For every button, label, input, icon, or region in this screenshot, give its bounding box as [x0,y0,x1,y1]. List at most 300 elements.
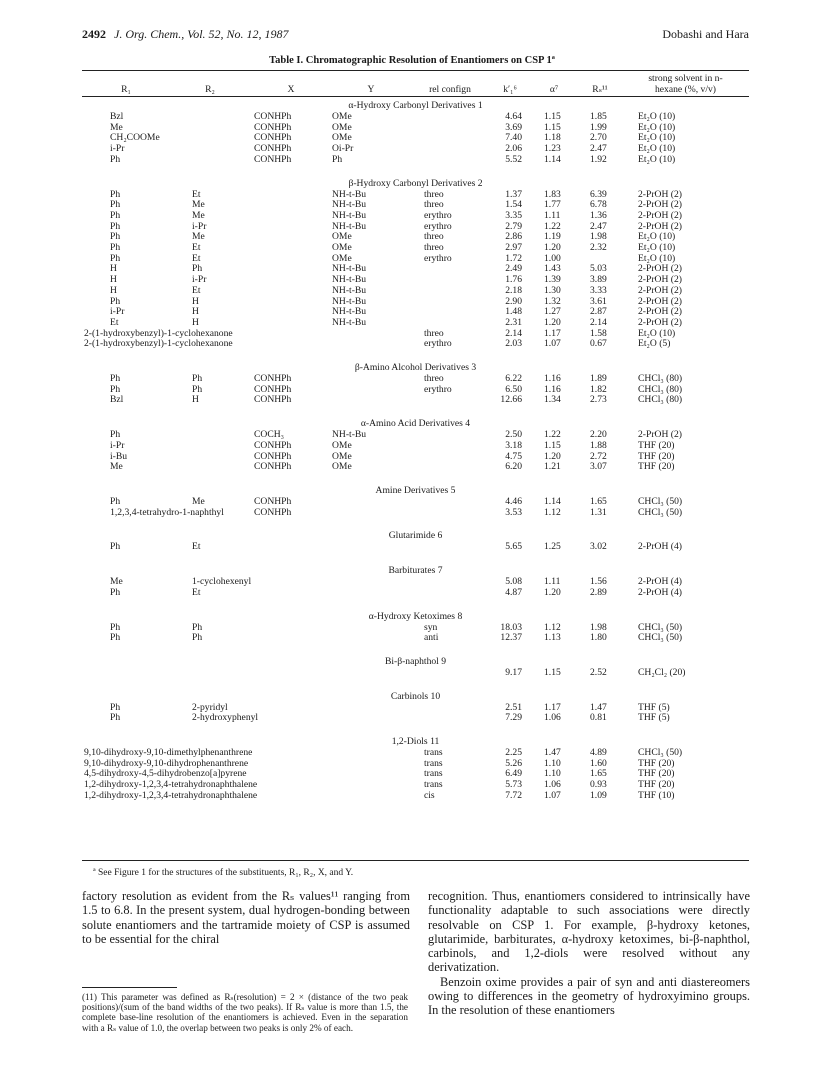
cell-k: 3.53 [505,506,522,518]
footnote-11: (11) This parameter was defined as Rₛ(resolution) = 2 × (distance of the two peak positions)/(sum of the band widths of the two peaks). If Rₛ value is more than 1.5, the complete base-line resolution of the enantiomers is achieved. Even in the separation with a Rₛ value of 1.0, the overlap between two peaks is only 2% of each. [82,992,408,1033]
cell-x: CONHPh [254,439,292,451]
section-spacer [82,724,749,733]
section-title-row [82,482,749,497]
table-header-row [82,74,749,97]
cell-rs: 1.09 [590,789,607,801]
table-footnote: ª See Figure 1 for the structures of the substituents, R₁, R₂, X, and Y. [93,868,354,878]
cell-y [332,633,410,644]
cell-rel-confign: trans [424,768,443,780]
cell-solvent: CHCl₃ (50) [638,495,683,507]
cell-r2 [170,112,250,123]
cell-rs: 1.98 [590,231,607,243]
cell-k: 2.51 [505,701,522,713]
cell-y [332,374,410,385]
cell-rel-confign [410,452,490,463]
cell-rs: 2.20 [590,429,607,441]
cell-y: NH-t-Bu [332,220,367,232]
cell-alpha: 1.30 [544,284,561,296]
cell-r2: i-Pr [192,220,207,232]
cell-x: CONHPh [254,495,292,507]
cell-k: 2.31 [505,316,522,328]
cell-r1: Ph [110,231,121,243]
cell-y [332,703,410,714]
cell-r2 [170,441,250,452]
cell-rel-confign [410,588,490,599]
cell-rs: 1.31 [590,506,607,518]
cell-x [250,275,332,286]
section-spacer [82,166,749,175]
cell-r1: Et [110,316,119,328]
cell-y: OMe [332,132,352,144]
cell-x [250,222,332,233]
cell-rs: 3.89 [590,274,607,286]
cell-x [250,703,332,714]
section-title-row [82,415,749,430]
cell-rel-confign: erythro [424,220,452,232]
cell-r2: Et [192,541,201,553]
cell-k: 2.14 [505,327,522,339]
cell-k: 6.50 [505,383,522,395]
cell-solvent: THF (20) [638,768,675,780]
cell-rel-confign: trans [424,757,443,769]
cell-rel-confign [410,112,490,123]
cell-solvent: 2-PrOH (4) [638,586,682,598]
cell-y [332,713,410,724]
cell-rs: 1.58 [590,327,607,339]
cell-k: 2.06 [505,143,522,155]
cell-r1: Ph [110,209,121,221]
cell-rel-confign: erythro [424,252,452,264]
section-title-row [82,175,749,190]
cell-k: 2.03 [505,338,522,350]
cell-x [250,668,332,679]
cell-y: NH-t-Bu [332,274,367,286]
cell-alpha: 1.18 [544,132,561,144]
table-row [82,508,749,519]
cell-rel-confign [410,542,490,553]
cell-y: OMe [332,231,352,243]
footnote-rule [82,987,177,988]
cell-rel-confign [410,703,490,714]
cell-k: 2.90 [505,295,522,307]
cell-solvent: Et₂O (10) [638,153,676,165]
cell-x: CONHPh [254,506,292,518]
cell-rel-confign: anti [424,632,439,644]
cell-rel-confign [410,297,490,308]
cell-rs: 1.56 [590,576,607,588]
table-row [82,395,749,406]
cell-solvent: Et₂O (10) [638,121,676,133]
cell-r2 [170,462,250,473]
cell-alpha: 1.22 [544,429,561,441]
section-title-row [82,97,749,113]
cell-rs: 2.70 [590,132,607,144]
cell-solvent: 2-PrOH (4) [638,541,682,553]
cell-y: NH-t-Bu [332,263,367,275]
cell-r1: Ph [110,295,121,307]
cell-k: 12.37 [500,632,522,644]
cell-k: 6.49 [505,768,522,780]
cell-r1: Ph [110,373,121,385]
table-row [82,791,749,802]
cell-k: 3.18 [505,439,522,451]
cell-rs: 2.47 [590,143,607,155]
cell-solvent: THF (20) [638,450,675,462]
cell-k: 2.79 [505,220,522,232]
cell-solvent: Et₂O (10) [638,132,676,144]
cell-solvent: Et₂O (5) [638,338,671,350]
cell-solvent: 2-PrOH (2) [638,274,682,286]
cell-r1: Ph [110,495,121,507]
cell-x [250,211,332,222]
cell-alpha: 1.15 [544,439,561,451]
cell-rel-confign: threo [424,327,444,339]
cell-y: NH-t-Bu [332,295,367,307]
cell-y: Oi-Pr [332,143,354,155]
cell-r2 [170,452,250,463]
section-title-row [82,688,749,703]
cell-solvent: Et₂O (10) [638,231,676,243]
cell-r1: Ph [110,242,121,254]
cell-k: 1.76 [505,274,522,286]
cell-solvent: THF (5) [638,701,670,713]
cell-y [332,668,410,679]
cell-alpha: 1.25 [544,541,561,553]
cell-solvent: 2-PrOH (2) [638,263,682,275]
cell-rs: 2.47 [590,220,607,232]
cell-rel-confign [410,508,490,519]
cell-alpha: 1.14 [544,495,561,507]
cell-alpha: 1.20 [544,586,561,598]
body-column-right [428,889,750,1018]
cell-rel-confign [410,133,490,144]
cell-r1: i-Bu [110,450,128,462]
cell-k: 3.69 [505,121,522,133]
table-row [82,339,749,350]
cell-alpha: 1.14 [544,153,561,165]
cell-rel-confign [410,395,490,406]
cell-x [250,588,332,599]
section-title: Amine Derivatives 5 [375,484,456,496]
cell-y [332,508,410,519]
cell-r2 [170,155,250,166]
table-row [82,462,749,473]
table-body [82,97,749,802]
section-spacer [82,553,749,562]
body-paragraph: factory resolution as evident from the Rₛ values¹¹ ranging from 1.5 to 6.8. In the present system, dual hydrogen-bonding between solute enantiomers and the tartramide moiety of CSP is assumed to be essential for the chiral [82,889,410,946]
cell-y [332,385,410,396]
cell-x [250,232,332,243]
cell-y: Ph [332,153,343,165]
cell-k: 2.25 [505,747,522,759]
cell-r2: Et [192,284,201,296]
cell-y [332,497,410,508]
cell-r2: 2-hydroxyphenyl [192,712,259,724]
cell-solvent: 2-PrOH (2) [638,209,682,221]
cell-x [250,633,332,644]
journal-citation: J. Org. Chem., Vol. 52, No. 12, 1987 [114,27,289,41]
cell-alpha: 1.10 [544,757,561,769]
cell-k: 5.26 [505,757,522,769]
cell-solvent: CHCl₃ (50) [638,747,683,759]
cell-x [250,297,332,308]
cell-rel-confign [410,441,490,452]
cell-r1 [82,668,170,679]
cell-rel-confign [410,264,490,275]
cell-r2 [170,133,250,144]
cell-r1: Ph [110,220,121,232]
results-table [82,74,749,802]
cell-y [332,395,410,406]
cell-alpha: 1.32 [544,295,561,307]
cell-rel-confign [410,123,490,134]
cell-r2: 1-cyclohexenyl [192,576,252,588]
cell-rs: 0.67 [590,338,607,350]
table-row [82,633,749,644]
cell-r1: H [110,263,117,275]
cell-alpha: 1.16 [544,383,561,395]
cell-x [250,243,332,254]
cell-solvent: Et₂O (10) [638,252,676,264]
cell-r1: Bzl [110,111,124,122]
cell-alpha: 1.15 [544,121,561,133]
cell-alpha: 1.07 [544,789,561,801]
compound-name: 1,2-dihydroxy-1,2,3,4-tetrahydronaphthalene [84,789,258,801]
cell-k: 5.08 [505,576,522,588]
cell-r2: 2-pyridyl [192,701,228,713]
cell-rs: 6.39 [590,188,607,200]
cell-alpha: 1.83 [544,188,561,200]
cell-y [332,577,410,588]
cell-rs: 3.33 [590,284,607,296]
cell-k: 3.35 [505,209,522,221]
cell-rs: 1.88 [590,439,607,451]
cell-rs: 3.07 [590,461,607,473]
cell-rs: 2.52 [590,666,607,678]
cell-k: 7.40 [505,132,522,144]
cell-alpha: 1.20 [544,242,561,254]
cell-x: CONHPh [254,143,292,155]
cell-rel-confign: threo [424,188,444,200]
cell-solvent: 2-PrOH (2) [638,316,682,328]
cell-rs: 1.89 [590,373,607,385]
cell-k: 7.72 [505,789,522,801]
cell-y: NH-t-Bu [332,284,367,296]
section-spacer [82,518,749,527]
col-header-rs: Rₛ¹¹ [592,84,608,96]
col-header-y: Y [367,84,375,96]
compound-name: 9,10-dihydroxy-9,10-dimethylphenanthrene [84,747,253,759]
cell-r2: Et [192,242,201,254]
cell-k: 5.73 [505,779,522,791]
cell-solvent: THF (5) [638,712,670,724]
cell-alpha: 1.06 [544,712,561,724]
cell-r2: Et [192,188,201,200]
body-paragraph: Benzoin oxime provides a pair of syn and anti diastereomers owing to differences in the geometry of hydroxyimino groups. In the resolution of these enantiomers [428,974,750,1018]
section-title-row [82,608,749,623]
cell-x: CONHPh [254,111,292,122]
cell-alpha: 1.00 [544,252,561,264]
body-paragraph: recognition. Thus, enantiomers considered to intrinsically have functionality adaptable to such associations were directly resolvable on CSP 1. For example, β-hydroxy ketones, glutarimide, barbiturates, α-hydroxy ketoximes, bi-β-naphthol, carbinols, and 1,2-diols were resolved without any derivatization. [428,889,750,975]
section-title: α-Amino Acid Derivatives 4 [360,418,471,430]
cell-rs: 1.65 [590,495,607,507]
cell-rel-confign [410,307,490,318]
cell-rs: 1.99 [590,121,607,133]
cell-alpha: 1.43 [544,263,561,275]
cell-r2: Et [192,252,201,264]
cell-r1: Ph [110,712,121,724]
cell-rs: 6.78 [590,199,607,211]
cell-y: OMe [332,242,352,254]
section-spacer [82,644,749,653]
cell-x: CONHPh [254,121,292,133]
cell-x: CONHPh [254,383,292,395]
table-row [82,713,749,724]
cell-r1: Ph [110,701,121,713]
cell-alpha: 1.19 [544,231,561,243]
cell-rel-confign: threo [424,373,444,385]
table-row [82,286,749,297]
col-header-k: k′₁⁶ [503,84,517,96]
cell-solvent: CHCl₃ (80) [638,383,683,395]
cell-rs: 2.32 [590,242,607,254]
cell-k: 7.29 [505,712,522,724]
cell-k: 2.49 [505,263,522,275]
cell-r1: Ph [110,541,121,553]
table-row [82,668,749,679]
cell-r1: i-Pr [110,439,125,451]
cell-r1: Ph [110,188,121,200]
cell-x: COCH₃ [254,429,284,441]
cell-rel-confign: threo [424,242,444,254]
compound-name: 2-(1-hydroxybenzyl)-1-cyclohexanone [84,327,233,339]
section-title: β-Hydroxy Carbonyl Derivatives 2 [348,177,483,189]
cell-k: 2.50 [505,429,522,441]
section-title-row [82,562,749,577]
cell-solvent: Et₂O (10) [638,111,676,122]
cell-x [250,286,332,297]
cell-r2: H [192,394,199,406]
cell-r1: H [110,274,117,286]
cell-rel-confign: threo [424,231,444,243]
col-header-r1: R₁ [121,84,131,96]
running-header-left [82,27,289,42]
section-title-row [82,653,749,668]
cell-alpha: 1.11 [544,209,561,221]
cell-r1: i-Pr [110,306,125,318]
cell-r2: i-Pr [192,274,207,286]
cell-alpha: 1.16 [544,373,561,385]
cell-rel-confign: trans [424,779,443,791]
cell-solvent: Et₂O (10) [638,327,676,339]
cell-r2 [170,668,250,679]
cell-alpha: 1.47 [544,747,561,759]
cell-r2 [170,123,250,134]
table-caption: Table I. Chromatographic Resolution of Enantiomers on CSP 1ª [269,55,555,66]
cell-y: OMe [332,111,352,122]
cell-solvent: 2-PrOH (2) [638,188,682,200]
cell-alpha: 1.27 [544,306,561,318]
cell-rel-confign [410,144,490,155]
section-title-row [82,527,749,542]
table-row [82,441,749,452]
cell-y: OMe [332,121,352,133]
cell-rel-confign: erythro [424,383,452,395]
cell-solvent: THF (10) [638,789,675,801]
cell-alpha: 1.39 [544,274,561,286]
compound-name: 1,2,3,4-tetrahydro-1-naphthyl [110,506,224,518]
cell-rel-confign [410,430,490,441]
cell-rel-confign [410,713,490,724]
cell-solvent: 2-PrOH (4) [638,576,682,588]
cell-solvent: 2-PrOH (2) [638,429,682,441]
cell-rs: 0.81 [590,712,607,724]
cell-r2: H [192,306,199,318]
cell-k: 9.17 [505,666,522,678]
cell-solvent: 2-PrOH (2) [638,306,682,318]
cell-alpha: 1.17 [544,327,561,339]
cell-r2: Me [192,209,205,221]
cell-solvent: CHCl₃ (80) [638,373,683,385]
body-column-left [82,889,410,946]
cell-x: CONHPh [254,153,292,165]
cell-y: NH-t-Bu [332,306,367,318]
cell-y: NH-t-Bu [332,199,367,211]
cell-r2: Ph [192,383,203,395]
cell-y: OMe [332,252,352,264]
page-number: 2492 [82,27,106,41]
compound-name: 9,10-dihydroxy-9,10-dihydrophenanthrene [84,757,249,769]
cell-alpha: 1.15 [544,666,561,678]
cell-y [332,542,410,553]
cell-k: 2.97 [505,242,522,254]
cell-y [332,623,410,634]
section-spacer [82,473,749,482]
cell-rel-confign: threo [424,199,444,211]
cell-rel-confign: erythro [424,209,452,221]
cell-rs: 1.85 [590,111,607,122]
cell-rs: 3.02 [590,541,607,553]
cell-alpha: 1.20 [544,316,561,328]
cell-rs: 1.47 [590,701,607,713]
cell-x [250,307,332,318]
cell-r2 [170,430,250,441]
cell-r1: Ph [110,429,121,441]
cell-k: 12.66 [500,394,522,406]
cell-r1: Ph [110,383,121,395]
cell-rs: 1.60 [590,757,607,769]
cell-r2 [170,144,250,155]
section-spacer [82,406,749,415]
cell-x [250,623,332,634]
cell-rs: 5.03 [590,263,607,275]
cell-y: NH-t-Bu [332,209,367,221]
cell-alpha: 1.17 [544,701,561,713]
cell-k: 18.03 [500,621,522,633]
cell-solvent: Et₂O (10) [638,242,676,254]
compound-name: 1,2-dihydroxy-1,2,3,4-tetrahydronaphthalene [84,779,258,791]
section-spacer [82,679,749,688]
cell-y: OMe [332,439,352,451]
cell-r1: H [110,284,117,296]
cell-alpha: 1.15 [544,111,561,122]
cell-x [250,264,332,275]
cell-k: 1.72 [505,252,522,264]
cell-r2: H [192,295,199,307]
cell-r1: Me [110,461,123,473]
cell-rs: 1.98 [590,621,607,633]
col-header-x: X [287,84,295,96]
